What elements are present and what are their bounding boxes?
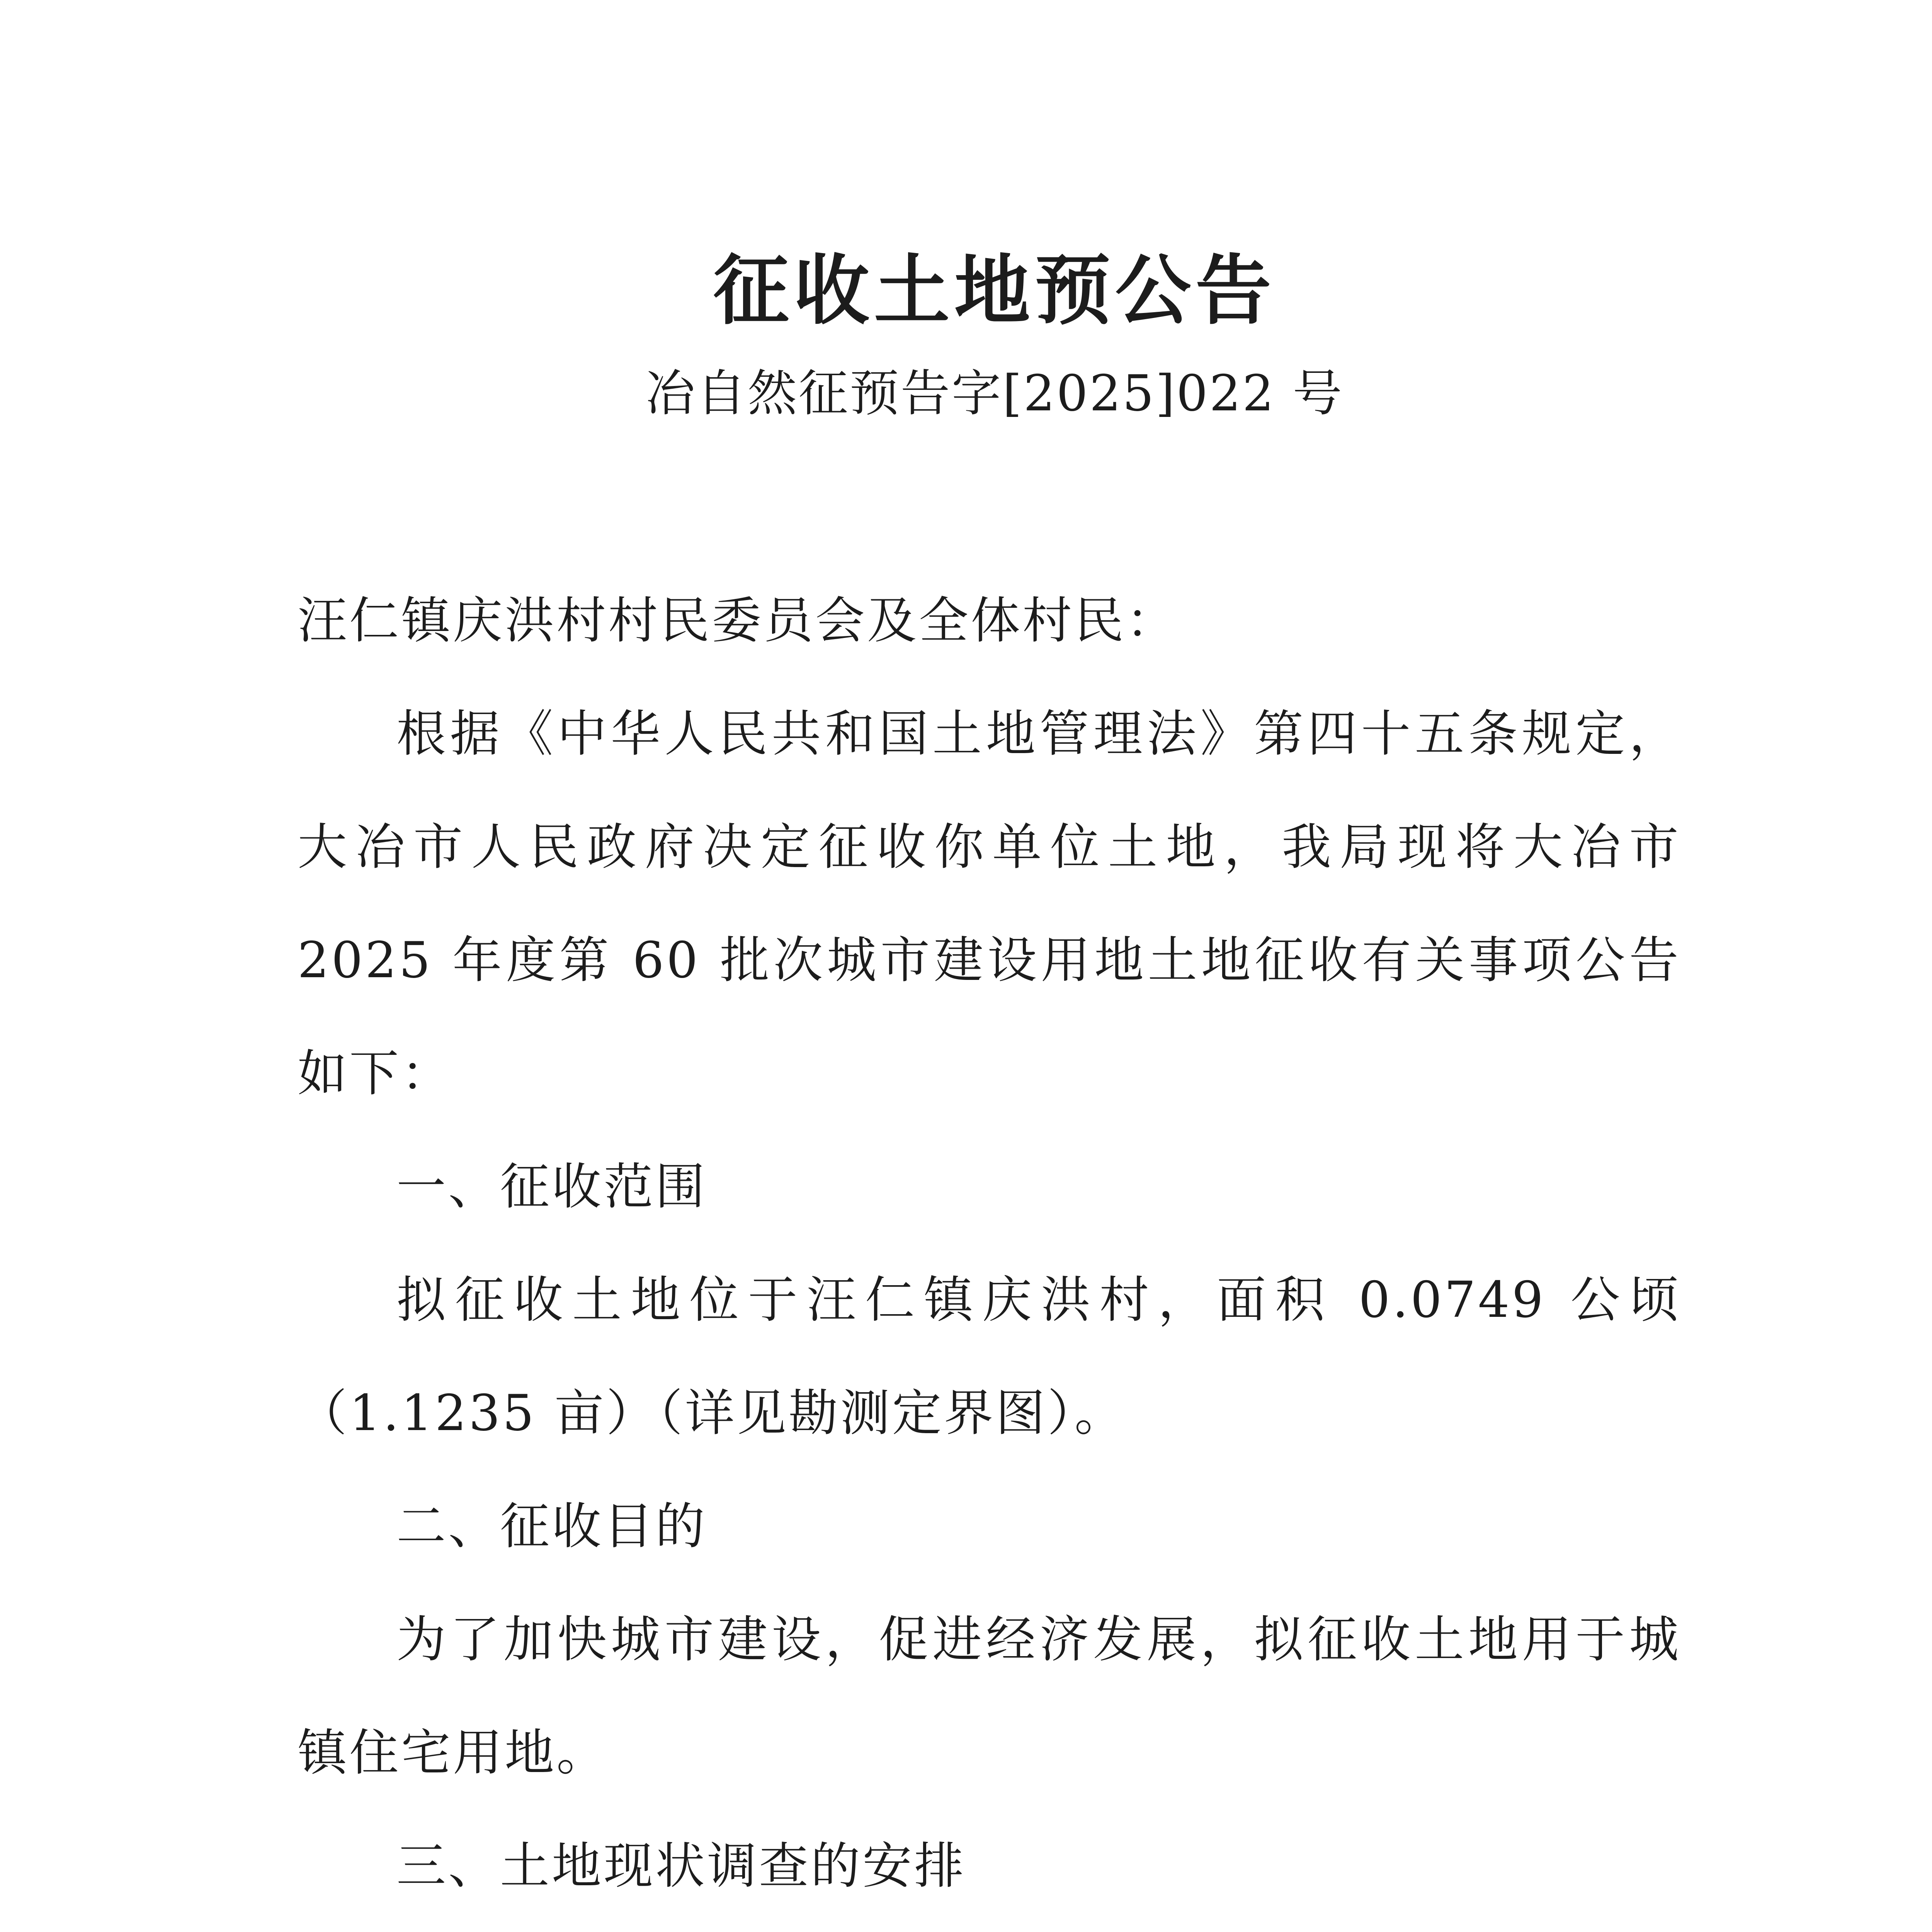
section-3-heading: 三、土地现状调查的安排 [396, 1837, 966, 1895]
document-body [298, 564, 1681, 1932]
document-title: 征收土地预公告 [713, 247, 1276, 335]
intro-paragraph: 根据《中华人民共和国土地管理法》第四十五条规定，大冶市人民政府决定征收你单位土地，我局现将大冶市 2025 年度第 60 批次城市建设用地土地征收有关事项公告如下： [298, 705, 1681, 1102]
section-2-text: 为了加快城市建设，促进经济发展，拟征收土地用于城镇住宅用地。 [298, 1611, 1681, 1782]
section-1-heading: 一、征收范围 [396, 1158, 707, 1216]
section-3-text [298, 1923, 1681, 1932]
section-2-heading: 二、征收目的 [396, 1498, 707, 1555]
section-1-text: 拟征收土地位于汪仁镇庆洪村，面积 0.0749 公顷（1.1235 亩）（详见勘测定界图）。 [298, 1271, 1681, 1442]
document-number: 冶自然征预告字[2025]022 号 [645, 365, 1344, 422]
addressee: 汪仁镇庆洪村村民委员会及全体村民： [298, 592, 1178, 650]
